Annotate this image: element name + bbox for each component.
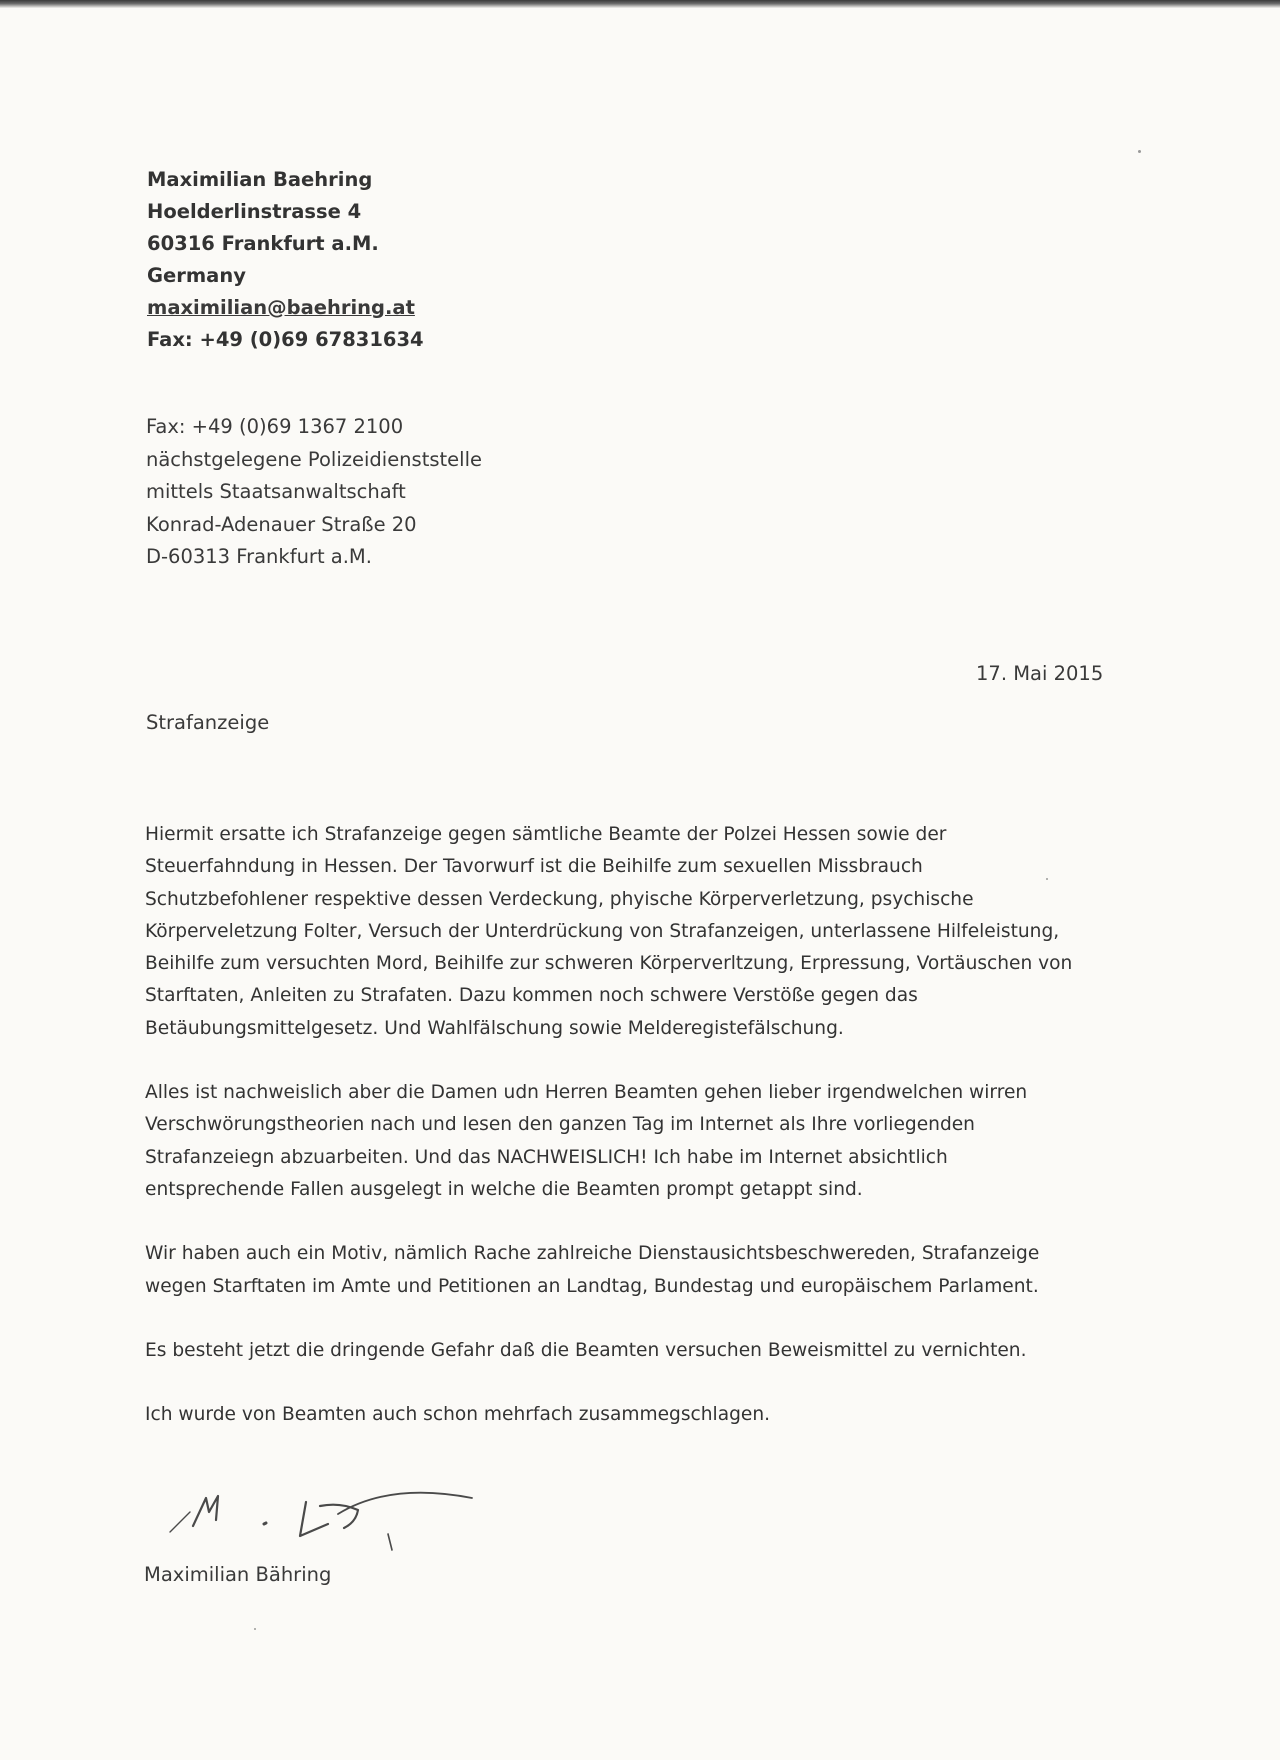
sender-email-link[interactable]: maximilian@baehring.at	[147, 296, 415, 319]
body-paragraph-2	[145, 1077, 1145, 1206]
body-line: Beihilfe zum versuchten Mord, Beihilfe zur schweren Körperverltzung, Erpressung, Vortäuschen von	[145, 953, 1073, 975]
recipient-street: Konrad-Adenauer Straße 20	[146, 512, 417, 536]
sender-street: Hoelderlinstrasse 4	[147, 200, 362, 223]
recipient-line-2: mittels Staatsanwaltschaft	[146, 480, 406, 503]
recipient-line-1: nächstgelegene Polizeidienststelle	[146, 447, 482, 471]
recipient-city: D-60313 Frankfurt a.M.	[146, 545, 372, 568]
body-line: Es besteht jetzt die dringende Gefahr daß die Beamten versuchen Beweismittel zu vernichten.	[145, 1339, 1027, 1361]
scan-speck	[1046, 878, 1048, 880]
paragraph-gap	[145, 1367, 1145, 1399]
scan-speck	[1138, 150, 1141, 153]
body-paragraph-5	[145, 1399, 1145, 1431]
scan-top-edge	[0, 0, 1280, 8]
body-line: Verschwörungstheorien nach und lesen den ganzen Tag im Internet als Ihre vorliegenden	[145, 1114, 975, 1136]
body-line: Wir haben auch ein Motiv, nämlich Rache zahlreiche Dienstausichtsbeschwereden, Strafanzeige	[145, 1243, 1040, 1265]
body-paragraph-1	[145, 819, 1145, 1045]
body-line: Alles ist nachweislich aber die Damen udn Herren Beamten gehen lieber irgendwelchen wirren	[145, 1082, 1028, 1104]
body-line: Strafanzeiegn abzuarbeiten. Und das NACHWEISLICH! Ich habe im Internet absichtlich	[145, 1146, 948, 1168]
paragraph-gap	[145, 1045, 1145, 1077]
body-line: Hiermit ersatte ich Strafanzeige gegen sämtliche Beamte der Polzei Hessen sowie der	[145, 824, 947, 845]
signer-name: Maximilian Bähring	[144, 1563, 332, 1586]
body-line: wegen Starftaten im Amte und Petitionen an Landtag, Bundestag und europäischem Parlament.	[145, 1275, 1039, 1297]
body-line: Körperveletzung Folter, Versuch der Unterdrückung von Strafanzeigen, unterlassene Hilfeleistung,	[145, 920, 1060, 942]
sender-address-block	[147, 164, 424, 356]
recipient-address-block	[146, 411, 482, 574]
letter-page	[0, 8, 1280, 1760]
body-line: Steuerfahndung in Hessen. Der Tavorwurf ist die Beihilfe zum sexuellen Missbrauch	[145, 856, 923, 878]
letter-subject: Strafanzeige	[146, 711, 270, 734]
body-line: Betäubungsmittelgesetz. Und Wahlfälschung sowie Melderegistefälschung.	[145, 1017, 844, 1039]
recipient-fax: Fax: +49 (0)69 1367 2100	[146, 415, 404, 438]
sender-city: 60316 Frankfurt a.M.	[147, 232, 379, 255]
body-paragraph-3	[145, 1238, 1145, 1303]
paragraph-gap	[145, 1303, 1145, 1335]
sender-fax: Fax: +49 (0)69 67831634	[147, 328, 424, 351]
body-line: Ich wurde von Beamten auch schon mehrfach zusammegschlagen.	[145, 1404, 771, 1426]
body-line: entsprechende Fallen ausgelegt in welche die Beamten prompt getappt sind.	[145, 1178, 863, 1200]
paragraph-gap	[145, 1206, 1145, 1238]
letter-body	[145, 819, 1145, 1431]
sender-name: Maximilian Baehring	[147, 168, 373, 191]
body-line: Schutzbefohlener respektive dessen Verdeckung, phyische Körperverletzung, psychische	[145, 888, 974, 910]
body-paragraph-4	[145, 1335, 1145, 1367]
scan-speck	[254, 1628, 256, 1630]
letter-date: 17. Mai 2015	[976, 662, 1104, 685]
body-line: Starftaten, Anleiten zu Strafaten. Dazu kommen noch schwere Verstöße gegen das	[145, 985, 918, 1007]
sender-country: Germany	[147, 264, 246, 287]
